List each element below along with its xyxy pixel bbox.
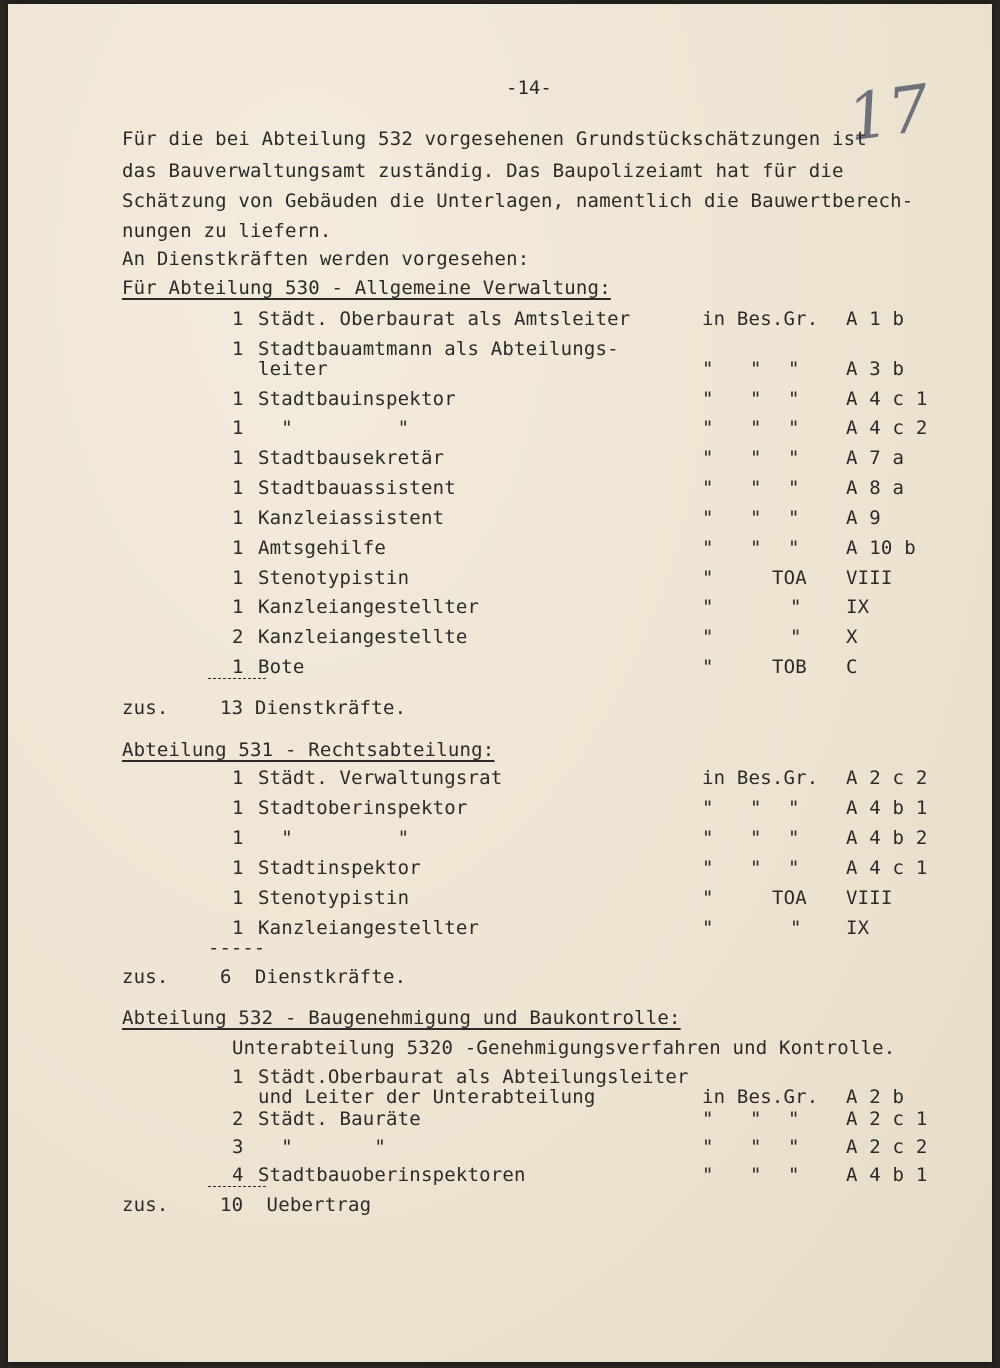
staff-pay-group: " <box>702 887 714 909</box>
staff-pay-group: " <box>750 857 762 879</box>
total-staff-531: 6 Dienstkräfte. <box>220 966 407 988</box>
intro-line: An Dienstkräften werden vorgesehen: <box>122 248 530 270</box>
sum-separator: ----- <box>208 937 266 959</box>
staff-count: 1 <box>232 338 244 360</box>
staff-pay-grade: A 4 b 1 <box>846 1164 928 1186</box>
staff-pay-group: " <box>702 917 714 939</box>
staff-pay-grade: A 2 c 1 <box>846 1108 928 1130</box>
staff-pay-group: " <box>750 417 762 439</box>
staff-title: Amtsgehilfe <box>258 537 387 559</box>
staff-count: 1 <box>232 797 244 819</box>
staff-pay-group: " <box>750 827 762 849</box>
staff-count: 1 <box>232 447 244 469</box>
staff-pay-grade: A 2 c 2 <box>846 1136 928 1158</box>
staff-title: Stadtbauassistent <box>258 477 456 499</box>
staff-pay-group: " <box>750 388 762 410</box>
staff-pay-group: " <box>702 417 714 439</box>
staff-pay-group: " <box>788 1164 800 1186</box>
section-heading-532: Abteilung 532 - Baugenehmigung und Baukontrolle: <box>122 1007 681 1029</box>
staff-title: Städt. Verwaltungsrat <box>258 767 503 789</box>
staff-pay-group: " <box>702 797 714 819</box>
staff-pay-group: " <box>788 477 800 499</box>
staff-pay-group: " <box>790 596 802 618</box>
staff-title: Städt.Oberbaurat als Abteilungsleiter <box>258 1066 689 1088</box>
staff-title: " " <box>258 1136 387 1158</box>
staff-pay-group: " <box>702 626 714 648</box>
staff-pay-grade: A 4 c 2 <box>846 417 928 439</box>
staff-title: leiter <box>258 358 328 380</box>
staff-title: Stadtinspektor <box>258 857 421 879</box>
staff-pay-group: " <box>702 827 714 849</box>
staff-pay-grade: A 4 b 2 <box>846 827 928 849</box>
handwritten-folio-number: 17 <box>843 71 935 157</box>
staff-pay-grade: X <box>846 626 858 648</box>
staff-pay-group: " <box>790 626 802 648</box>
staff-pay-group: " <box>750 1164 762 1186</box>
staff-pay-group: " <box>750 1136 762 1158</box>
staff-pay-group: TOA <box>772 887 807 909</box>
intro-line: das Bauverwaltungsamt zuständig. Das Baupolizeiamt hat für die <box>122 160 844 182</box>
staff-pay-group: TOB <box>772 656 807 678</box>
staff-pay-group: " <box>750 507 762 529</box>
staff-count: 3 <box>232 1136 244 1158</box>
staff-count: 2 <box>232 626 244 648</box>
staff-count: 1 <box>232 857 244 879</box>
staff-title: und Leiter der Unterabteilung <box>258 1086 596 1108</box>
carry-over-total: 10 Uebertrag <box>220 1194 372 1216</box>
staff-title: Stenotypistin <box>258 887 410 909</box>
staff-count: 1 <box>208 656 266 679</box>
staff-pay-group: " <box>750 537 762 559</box>
staff-pay-group: TOA <box>772 567 807 589</box>
staff-title: Stadtbausekretär <box>258 447 445 469</box>
staff-count: 1 <box>232 567 244 589</box>
staff-pay-group: " <box>702 447 714 469</box>
page-number: -14- <box>506 77 552 99</box>
staff-title: Kanzleiassistent <box>258 507 445 529</box>
staff-title: " " <box>258 827 410 849</box>
staff-pay-group: " <box>702 656 714 678</box>
staff-title: Stadtbauoberinspektoren <box>258 1164 526 1186</box>
staff-pay-group: " <box>702 1136 714 1158</box>
staff-pay-grade: A 2 b <box>846 1086 905 1108</box>
staff-pay-group: " <box>788 388 800 410</box>
staff-pay-group: " <box>750 797 762 819</box>
staff-count: 1 <box>232 537 244 559</box>
staff-pay-grade: A 4 c 1 <box>846 857 928 879</box>
section-heading-531: Abteilung 531 - Rechtsabteilung: <box>122 739 495 761</box>
intro-line: nungen zu liefern. <box>122 220 332 242</box>
staff-pay-group: in Bes.Gr. <box>702 767 819 789</box>
staff-pay-grade: A 2 c 2 <box>846 767 928 789</box>
staff-pay-grade: C <box>846 656 858 678</box>
staff-title: Städt. Oberbaurat als Amtsleiter <box>258 308 631 330</box>
total-label: zus. <box>122 1194 169 1216</box>
staff-title: Stenotypistin <box>258 567 410 589</box>
section-heading-530: Für Abteilung 530 - Allgemeine Verwaltung: <box>122 277 611 299</box>
staff-title: Bote <box>258 656 305 678</box>
staff-pay-grade: A 4 b 1 <box>846 797 928 819</box>
staff-pay-group: " <box>750 1108 762 1130</box>
staff-pay-group: " <box>702 537 714 559</box>
staff-pay-grade: A 7 a <box>846 447 905 469</box>
staff-pay-group: " <box>788 417 800 439</box>
staff-pay-group: " <box>788 537 800 559</box>
staff-title: Kanzleiangestellte <box>258 626 468 648</box>
staff-title: Kanzleiangestellter <box>258 596 480 618</box>
total-label: zus. <box>122 697 169 719</box>
staff-count: 2 <box>232 1108 244 1130</box>
staff-count: 1 <box>232 477 244 499</box>
staff-pay-group: " <box>788 447 800 469</box>
staff-pay-grade: IX <box>846 917 870 939</box>
document-page <box>8 4 992 1362</box>
staff-pay-group: " <box>788 797 800 819</box>
staff-pay-group: " <box>702 857 714 879</box>
staff-count: 1 <box>232 887 244 909</box>
staff-pay-group: " <box>750 358 762 380</box>
staff-count: 1 <box>232 767 244 789</box>
staff-count: 1 <box>232 507 244 529</box>
staff-count: 1 <box>232 917 244 939</box>
subsection-heading-5320: Unterabteilung 5320 -Genehmigungsverfahren und Kontrolle. <box>232 1037 896 1059</box>
staff-pay-grade: A 3 b <box>846 358 905 380</box>
staff-pay-group: " <box>790 917 802 939</box>
staff-pay-grade: A 4 c 1 <box>846 388 928 410</box>
staff-count: 1 <box>232 596 244 618</box>
staff-pay-grade: IX <box>846 596 870 618</box>
staff-pay-group: " <box>702 1164 714 1186</box>
staff-title: Kanzleiangestellter <box>258 917 480 939</box>
intro-line: Für die bei Abteilung 532 vorgesehenen Grundstückschätzungen ist <box>122 128 867 150</box>
staff-pay-grade: VIII <box>846 887 893 909</box>
staff-count: 1 <box>232 827 244 849</box>
staff-pay-group: " <box>702 567 714 589</box>
staff-pay-group: " <box>750 447 762 469</box>
staff-title: Stadtbauinspektor <box>258 388 456 410</box>
staff-count: 1 <box>232 417 244 439</box>
total-staff-530: 13 Dienstkräfte. <box>220 697 407 719</box>
staff-title: Städt. Bauräte <box>258 1108 421 1130</box>
staff-count: 1 <box>232 1066 244 1088</box>
staff-pay-group: " <box>788 827 800 849</box>
staff-count: 4 <box>208 1164 266 1187</box>
staff-pay-group: " <box>788 1136 800 1158</box>
staff-pay-grade: A 10 b <box>846 537 916 559</box>
staff-pay-grade: A 9 <box>846 507 881 529</box>
staff-pay-group: " <box>788 857 800 879</box>
staff-pay-group: in Bes.Gr. <box>702 308 819 330</box>
staff-pay-group: " <box>788 1108 800 1130</box>
staff-pay-group: " <box>702 388 714 410</box>
staff-pay-group: " <box>702 507 714 529</box>
staff-pay-grade: VIII <box>846 567 893 589</box>
staff-pay-grade: A 8 a <box>846 477 905 499</box>
staff-pay-group: " <box>702 358 714 380</box>
staff-pay-group: in Bes.Gr. <box>702 1086 819 1108</box>
staff-pay-group: " <box>750 477 762 499</box>
total-label: zus. <box>122 966 169 988</box>
staff-pay-group: " <box>788 358 800 380</box>
staff-title: " " <box>258 417 410 439</box>
staff-title: Stadtbauamtmann als Abteilungs- <box>258 338 619 360</box>
staff-count: 1 <box>232 388 244 410</box>
staff-title: Stadtoberinspektor <box>258 797 468 819</box>
staff-pay-group: " <box>702 477 714 499</box>
staff-count: 1 <box>232 308 244 330</box>
staff-pay-group: " <box>702 1108 714 1130</box>
staff-pay-grade: A 1 b <box>846 308 905 330</box>
staff-pay-group: " <box>788 507 800 529</box>
staff-pay-group: " <box>702 596 714 618</box>
intro-line: Schätzung von Gebäuden die Unterlagen, namentlich die Bauwertberech- <box>122 190 914 212</box>
